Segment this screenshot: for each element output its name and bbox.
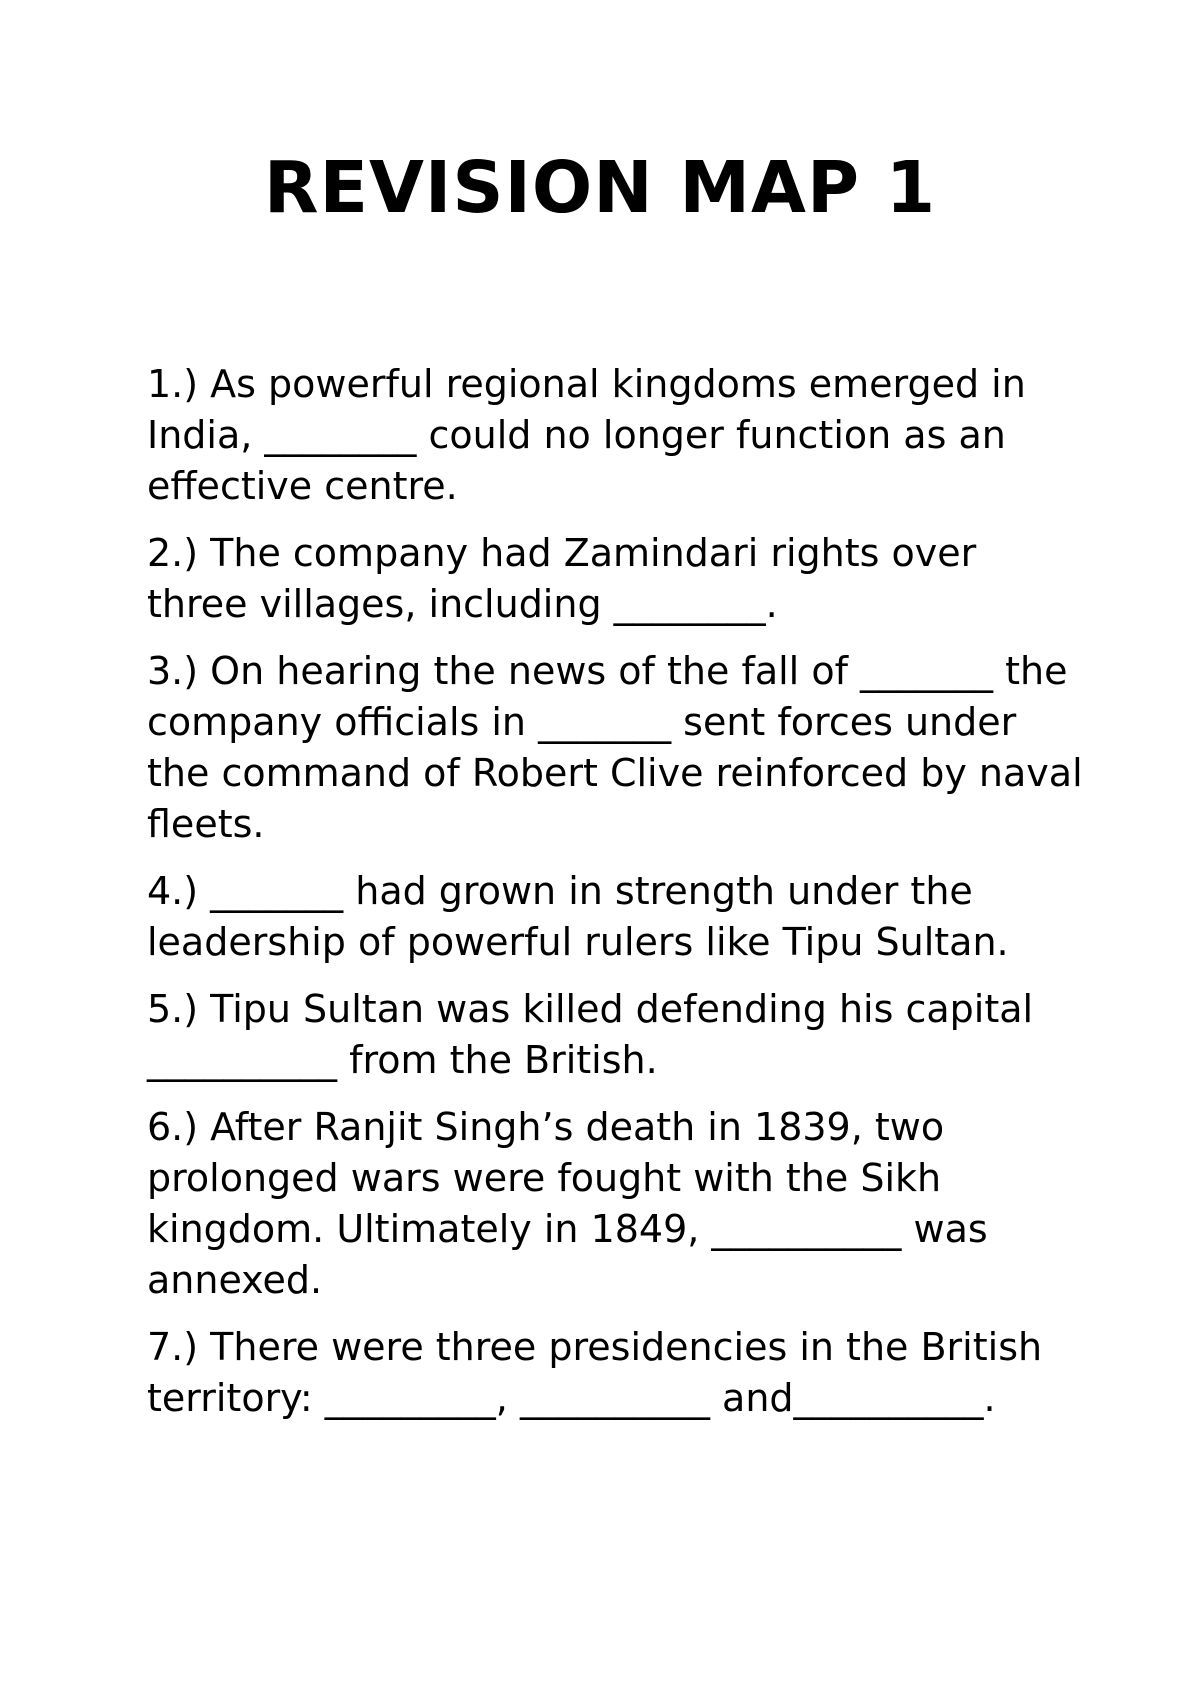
question-2: 2.) The company had Zamindari rights over three villages, including ________. (147, 531, 977, 626)
question-5: 5.) Tipu Sultan was killed defending his capital __________ from the British. (147, 987, 1034, 1082)
page-title: REVISION MAP 1 (263, 146, 937, 229)
question-4: 4.) _______ had grown in strength under the leadership of powerful rulers like Tipu Sultan. (147, 869, 1009, 964)
question-7: 7.) There were three presidencies in the British territory: _________, __________ and__________. (147, 1325, 1043, 1420)
question-list (147, 359, 1087, 1440)
question-1: 1.) As powerful regional kingdoms emerged in India, ________ could no longer function as an effective centre. (147, 362, 1026, 508)
question-6: 6.) After Ranjit Singh’s death in 1839, two prolonged wars were fought with the Sikh kingdom. Ultimately in 1849, __________ was annexed. (147, 1105, 988, 1302)
question-3: 3.) On hearing the news of the fall of _______ the company officials in _______ sent forces under the command of Robert Clive reinforced by naval fleets. (147, 649, 1083, 846)
